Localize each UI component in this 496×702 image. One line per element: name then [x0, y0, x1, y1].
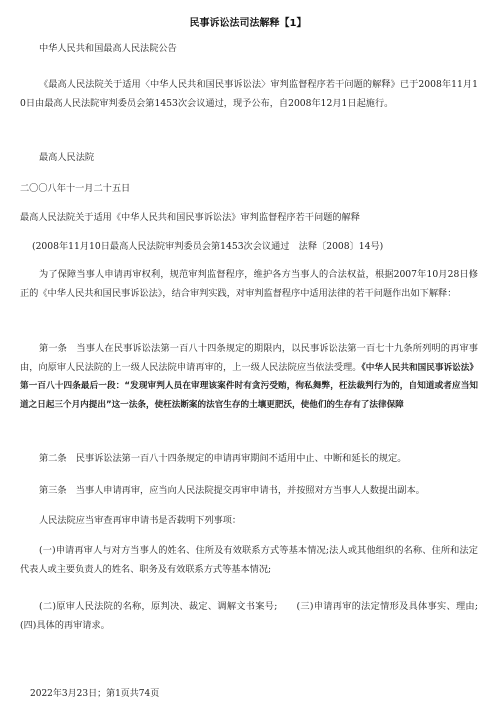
item-1: (一)申请再审人与对方当事人的姓名、住所及有效联系方式等基本情况;法人或其他组织的名称、住所和法定代表人或主要负责人的姓名、职务及有效联系方式等基本情况;: [20, 545, 478, 575]
document-title: 民事诉讼法司法解释【1】: [189, 18, 307, 29]
announcement-body: 《最高人民法院关于适用〈中华人民共和国民事诉讼法〉审判监督程序若干问题的解释》已于2008年11月10日由最高人民法院审判委员会第1453次会议通过，现予公布，自2008年12月1日起施行。: [20, 79, 478, 109]
article-3: 第三条 当事人申请再审，应当向人民法院提交再审申请书，并按照对方当事人人数提出副本。: [39, 485, 425, 496]
announcement-heading: 中华人民共和国最高人民法院公告: [39, 43, 177, 54]
review-items-intro: 人民法院应当审查再审申请书是否载明下列事项：: [39, 515, 242, 526]
interpretation-title: 最高人民法院关于适用《中华人民共和国民事诉讼法》审判监督程序若干问题的解释: [20, 212, 360, 223]
preamble: 为了保障当事人申请再审权利，规范审判监督程序，维护各方当事人的合法权益，根据2007年10月28日修正的《中华人民共和国民事诉讼法》，结合审判实践，对审判监督程序中适用法律的若干问题作出如下解释：: [20, 269, 478, 299]
items-2-4: (二)原审人民法院的名称，原判决、裁定、调解文书案号; (三)申请再审的法定情形及具体事实、理由; (四)具体的再审请求。: [20, 601, 496, 631]
article-1: [20, 340, 478, 414]
adoption-note: (2008年11月10日最高人民法院审判委员会第1453次会议通过 法释〔2008〕14号): [32, 241, 384, 252]
article-1-text: 第一条 当事人在民事诉讼法第一百八十四条规定的期限内，以民事诉讼法第一百七十九条所列明的再审事由，向原审人民法院的上一级人民法院申请再审的，上一级人民法院应当依法受理。: [20, 343, 478, 373]
article-1-comment: 《中华人民共和国民事诉讼法》第一百八十四条最后一段：“发现审判人员在审理该案件时有贪污受贿，徇私舞弊，枉法裁判行为的，自知道或者应当知道之日起三个月内提出”这一法条，使枉法断案的法官生存的土壤更肥沃，使他们的生存有了法律保障: [20, 362, 478, 410]
article-2: 第二条 民事诉讼法第一百八十四条规定的申请再审期间不适用中止、中断和延长的规定。: [39, 453, 407, 464]
issuer: 最高人民法院: [39, 152, 95, 163]
page-footer: 2022年3月23日；第1页共74页: [30, 689, 160, 699]
issue-date: 二〇〇八年十一月二十五日: [20, 183, 131, 194]
